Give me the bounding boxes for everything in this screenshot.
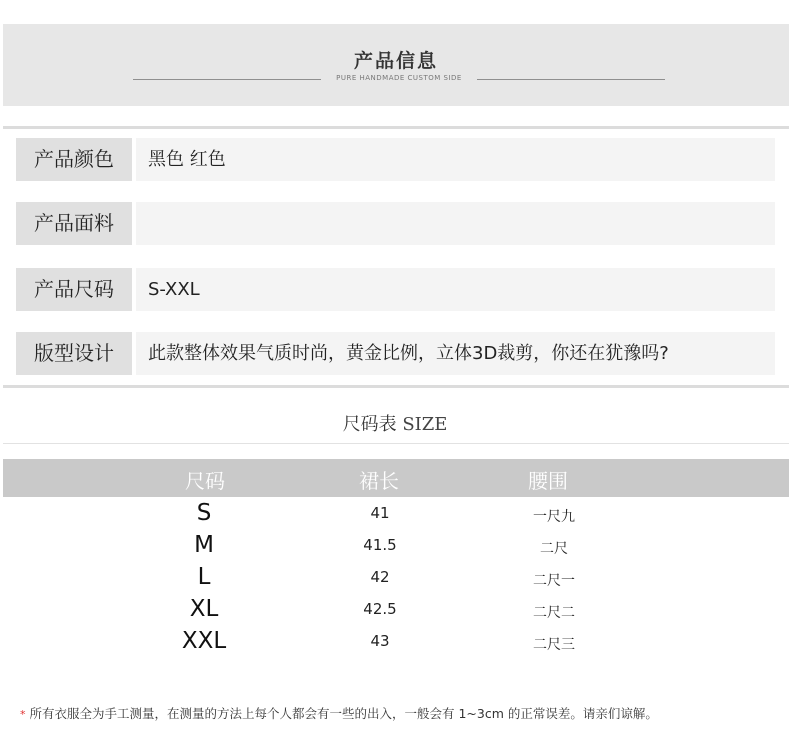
header-size: 尺码 xyxy=(185,469,225,493)
table-row xyxy=(3,564,789,594)
cell-size: XXL xyxy=(181,628,227,654)
cell-waist: 二尺一 xyxy=(533,573,575,589)
info-label: 版型设计 xyxy=(16,332,132,375)
header-title: 产品信息 xyxy=(353,50,438,72)
info-value: 黑色 红色 xyxy=(136,138,775,181)
header-waist: 腰围 xyxy=(528,469,568,493)
table-row xyxy=(3,596,789,626)
note-text: 所有衣服全为手工测量，在测量的方法上每个人都会有一些的出入，一般会有 1~3cm 的正常误差。请亲们谅解。 xyxy=(29,706,658,721)
header-subtitle: PURE HANDMADE CUSTOM SIDE xyxy=(336,74,462,82)
note-marker: * xyxy=(20,708,26,721)
info-value xyxy=(136,202,775,245)
cell-length: 43 xyxy=(370,632,390,650)
cell-length: 41 xyxy=(370,504,390,522)
section-rule-top xyxy=(3,126,789,129)
header-divider-right xyxy=(477,79,665,80)
cell-length: 42.5 xyxy=(363,600,397,618)
cell-waist: 一尺九 xyxy=(533,509,575,525)
measurement-note xyxy=(20,704,658,722)
info-row-size xyxy=(16,268,775,311)
size-title-divider xyxy=(3,443,789,444)
section-rule-bottom xyxy=(3,385,789,388)
cell-length: 42 xyxy=(370,568,390,586)
table-row xyxy=(3,500,789,530)
size-table-header xyxy=(3,459,789,497)
info-value: 此款整体效果气质时尚，黄金比例，立体3D裁剪，你还在犹豫吗? xyxy=(136,332,775,375)
cell-size: L xyxy=(197,564,211,590)
cell-size: S xyxy=(196,500,212,526)
table-row xyxy=(3,628,789,658)
cell-size: XL xyxy=(189,596,219,622)
info-value: S-XXL xyxy=(136,268,775,311)
info-row-color xyxy=(16,138,775,181)
size-chart-title xyxy=(0,410,790,436)
header-subtitle-group xyxy=(133,72,665,88)
cell-waist: 二尺二 xyxy=(533,605,575,621)
info-label: 产品颜色 xyxy=(16,138,132,181)
info-row-fabric xyxy=(16,202,775,245)
cell-waist: 二尺三 xyxy=(533,637,575,653)
table-row xyxy=(3,532,789,562)
cell-length: 41.5 xyxy=(363,536,397,554)
size-chart-title-cn: 尺码表 xyxy=(342,414,397,435)
header-length: 裙长 xyxy=(359,469,399,493)
info-label: 产品尺码 xyxy=(16,268,132,311)
info-row-design xyxy=(16,332,775,375)
product-info-header xyxy=(3,24,789,106)
info-label: 产品面料 xyxy=(16,202,132,245)
cell-size: M xyxy=(194,532,214,558)
cell-waist: 二尺 xyxy=(540,541,568,557)
size-chart-title-en: SIZE xyxy=(402,414,448,435)
